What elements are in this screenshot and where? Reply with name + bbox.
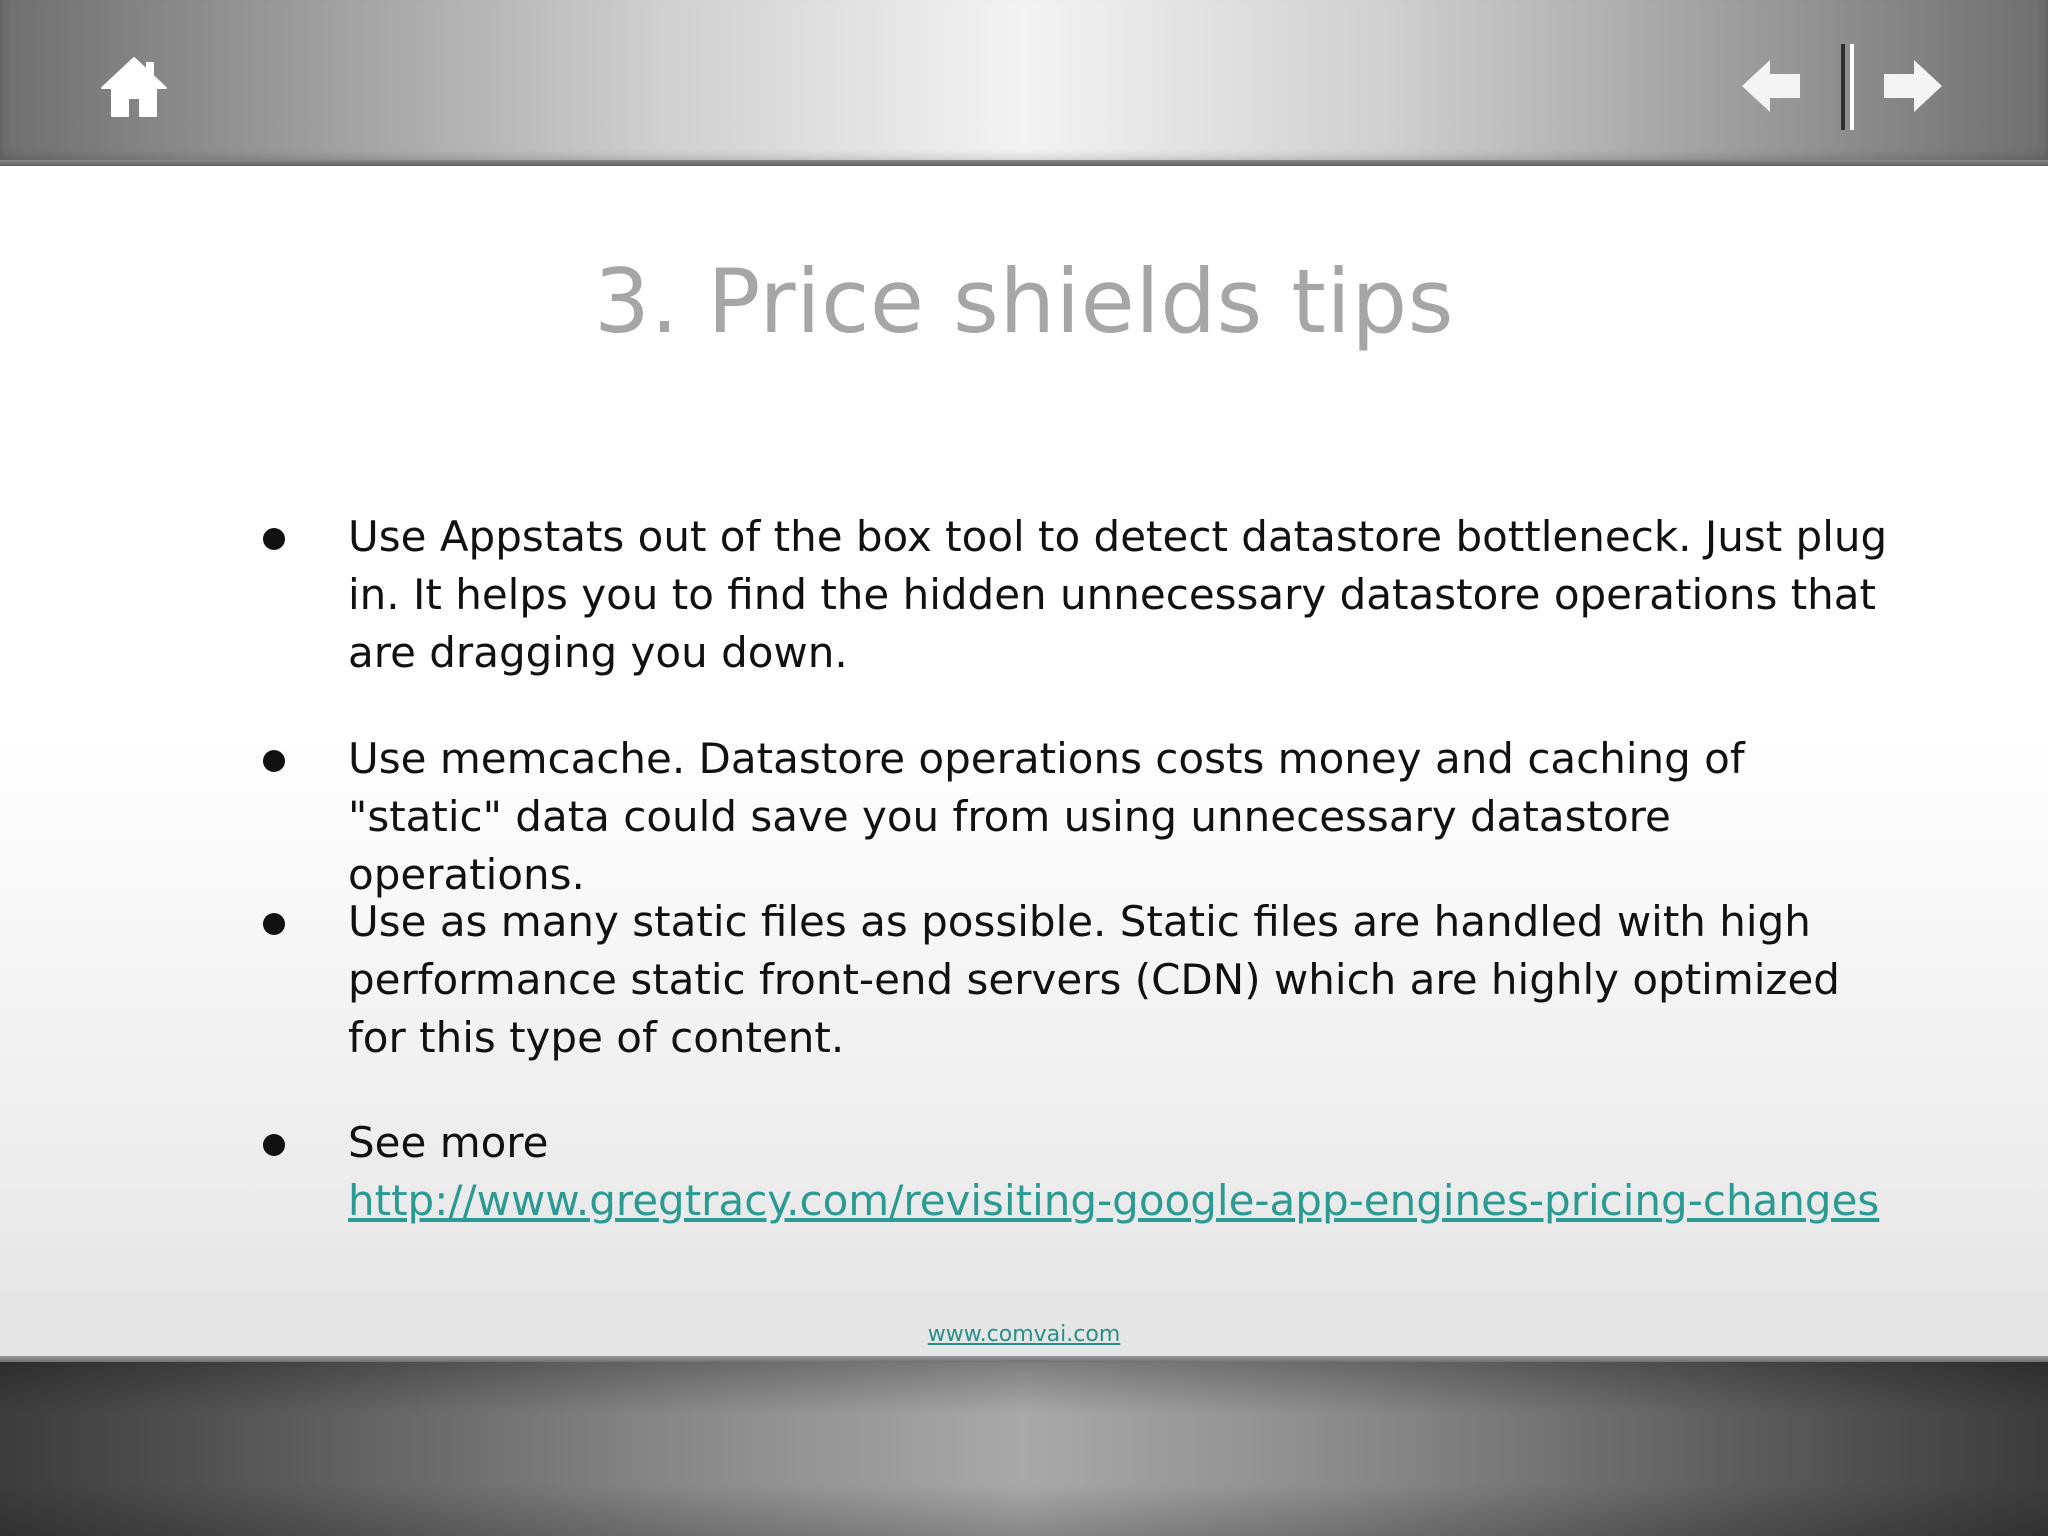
next-slide-button[interactable] xyxy=(1880,58,1944,114)
bottom-bar xyxy=(0,1356,2048,1536)
bullet-dot xyxy=(263,913,285,935)
reference-link[interactable]: http://www.gregtracy.com/revisiting-google-app-engines-pricing-changes xyxy=(348,1176,1880,1225)
home-icon xyxy=(100,56,168,118)
bullet-text: Use Appstats out of the box tool to detect datastore bottleneck. Just plug in. It helps you to find the hidden unnecessary datastore operations that are dragging you down. xyxy=(348,512,1888,677)
bullet-dot xyxy=(263,528,285,550)
bullet-dot xyxy=(263,1134,285,1156)
arrow-right-icon xyxy=(1880,58,1944,114)
bullet-dot xyxy=(263,750,285,772)
bullet-text xyxy=(348,1114,1888,1230)
home-button[interactable] xyxy=(100,56,168,118)
previous-slide-button[interactable] xyxy=(1740,58,1804,114)
slide-title: 3. Price shields tips xyxy=(593,250,1455,353)
footer-link[interactable]: www.comvai.com xyxy=(927,1322,1121,1347)
top-toolbar xyxy=(0,0,2048,166)
see-more-label: See more xyxy=(348,1118,549,1167)
bullet-text: Use as many static files as possible. Static files are handled with high performance static front-end servers (CDN) which are highly optimized for this type of content. xyxy=(348,897,1840,1062)
bullet-text: Use memcache. Datastore operations costs money and caching of "static" data could save you from using unnecessary datastore operations. xyxy=(348,734,1745,899)
nav-divider xyxy=(1836,44,1860,130)
arrow-left-icon xyxy=(1740,58,1804,114)
